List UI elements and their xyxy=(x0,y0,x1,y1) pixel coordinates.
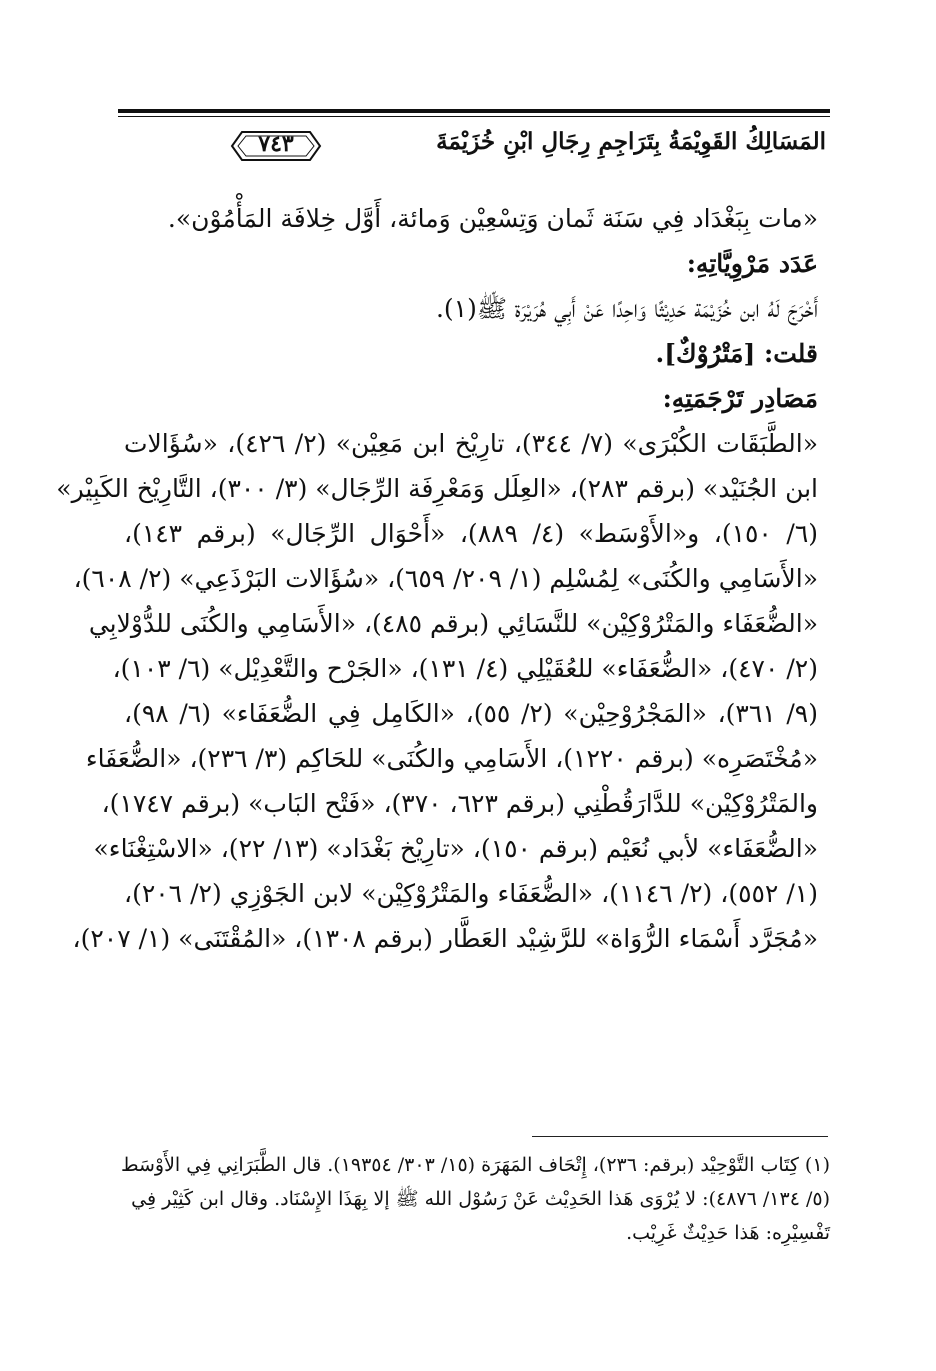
running-header-title: المَسَالِكُ القَوِيْمَةُ بِتَرَاجِمِ رِجَالِ ابْنِ خُزَيْمَةَ xyxy=(436,128,826,155)
footnote-line: (١) كِتَاب التَّوْحِيْد (برقم: ٢٣٦)، إِتْحَاف المَهَرَة (١٥/ ٣٠٣/ ١٩٣٥٤). قال الطَّبَرَانِي فِي الأَوْسَط xyxy=(120,1154,830,1176)
sources-line: (١/ ٥٥٢)، (٢/ ١١٤٦)، «الضُّعَفَاء والمَتْرُوْكِيْن» لابن الجَوْزِي (٢/ ٢٠٦)، xyxy=(124,879,818,908)
verdict-line: قلت: [مَتْرُوْكٌ]. xyxy=(655,339,818,368)
sources-line: «مُجَرَّد أَسْمَاء الرُّوَاة» للرَّشِيْد العَطَّار (برقم ١٣٠٨)، «المُقْتَنَى» (١/ ٢٠٧)، xyxy=(72,924,818,953)
footnote-line: تَفْسِيْرِه: هَذا حَدِيْثٌ غَرِيْب. xyxy=(626,1222,830,1244)
page-number-badge xyxy=(228,126,324,166)
narration-count-line: أَخْرَجَ لَهُ ابن خُزَيْمَة حَدِيْثًا وَاحِدًا عَنْ أَبِي هُرَيْرَة ﷺ(١). xyxy=(435,294,818,323)
sources-line: ابن الجُنَيْد» (برقم ٢٨٣)، «العِلَل وَمَعْرِفَة الرِّجَال» (٣/ ٣٠٠)، التَّارِيْخ الكَبِيْر» xyxy=(56,474,818,503)
section-heading-narration-count: عَدَد مَرْوِيَّاتِهِ: xyxy=(686,249,818,278)
header-rule-thin xyxy=(118,116,830,117)
main-text xyxy=(56,196,819,961)
sources-line: (٦/ ١٥٠)، و«الأَوْسَط» (٤/ ٨٨٩)، «أَحْوَال الرِّجَال» (برقم ١٤٣)، xyxy=(124,519,819,548)
sources-line: (٢/ ٤٧٠)، «الضُّعَفَاء» للعُقَيْلِي (٤/ ١٣١)، «الجَرْح والتَّعْدِيْل» (٦/ ١٠٣)، xyxy=(112,654,818,683)
sources-line: «الضُّعَفَاء والمَتْرُوْكِيْن» للنَّسَائِي (برقم ٤٨٥)، «الأَسَامِي والكُنَى للدُّوْلابِي xyxy=(88,609,818,638)
sources-paragraph xyxy=(56,421,819,961)
footnote-separator xyxy=(532,1136,828,1137)
sources-line: «مُخْتَصَرِه» (برقم ١٢٢٠)، الأَسَامِي والكُنَى» للحَاكِم (٣/ ٢٣٦)، «الضُّعَفَاء xyxy=(85,744,818,773)
sources-line: والمَتْرُوْكِيْن» للدَّارَقُطْنِي (برقم ٦٢٣، ٣٧٠)، «فَتْح البَاب» (برقم ١٧٤٧)، xyxy=(101,789,818,818)
sources-line: «الضُّعَفَاء» لأبي نُعَيْم (برقم ١٥٠)، «تارِيْخ بَغْدَاد» (١٣/ ٢٢)، «الاسْتِغْنَاء» xyxy=(93,834,818,863)
header-rule-thick xyxy=(118,109,830,113)
death-note-line: «مات بِبَغْدَاد فِي سَنَة ثَمان وَتِسْعِيْن وَمائة، أَوَّل خِلافَة المَأْمُوْن». xyxy=(167,204,818,233)
footnote-line: (٥/ ١٣٤/ ٤٨٧٦): لا يُرْوَى هَذا الحَدِيْث عَنْ رَسُوْل الله ﷺ إلا بِهَذَا الإِسْنَاد. وقال ابن كَثِيْر فِي xyxy=(131,1188,830,1210)
footnotes xyxy=(118,1148,830,1250)
sources-line: «الطَّبَقَات الكُبْرَى» (٧/ ٣٤٤)، تارِيْخ ابن مَعِيْن» (٢/ ٤٢٦)، «سُؤَالات xyxy=(124,429,818,458)
page-number: ٧٤٣ xyxy=(258,131,294,157)
sources-line: (٩/ ٣٦١)، «المَجْرُوْحِيْن» (٢/ ٥٥)، «الكَامِل فِي الضُّعَفَاء» (٦/ ٩٨)، xyxy=(124,699,818,728)
section-heading-sources: مَصَادِر تَرْجَمَتِهِ: xyxy=(662,384,818,413)
sources-line: «الأَسَامِي والكُنَى» لِمُسْلِم (١/ ٢٠٩/ ٦٥٩)، «سُؤَالات البَرْذَعِي» (٢/ ٦٠٨)، xyxy=(73,564,818,593)
